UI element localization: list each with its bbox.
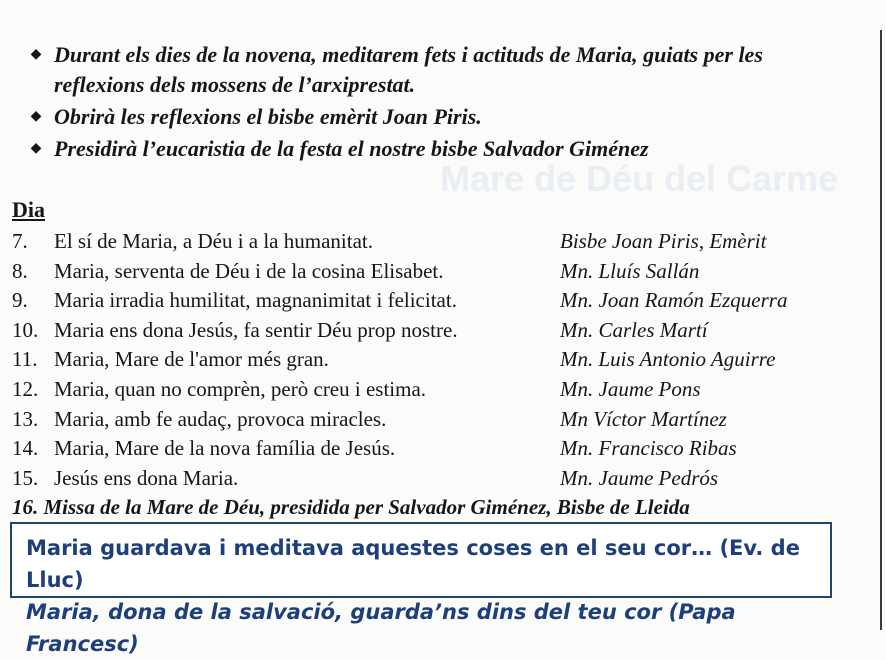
reflection-title: Maria, Mare de l'amor més gran. (54, 347, 329, 372)
bullet-item (18, 102, 858, 132)
bullet-item (18, 134, 858, 164)
bullet-text: Presidirà l’eucaristia de la festa el nostre bisbe Salvador Giménez (54, 136, 649, 161)
day-number: 14. (12, 436, 39, 461)
day-number: 15. (12, 465, 39, 490)
schedule-row (12, 405, 872, 435)
schedule-row (12, 257, 872, 287)
schedule-row (12, 227, 872, 257)
day-number: 7. (12, 229, 28, 253)
day-number: 11. (12, 347, 38, 372)
speaker-name: Mn. Luis Antonio Aguirre (560, 347, 776, 372)
day-number: 13. (12, 406, 39, 431)
schedule-row (12, 286, 872, 316)
diamond-bullet-icon: ◆ (30, 47, 42, 62)
diamond-bullet-icon: ◆ (30, 141, 42, 156)
schedule-row (12, 434, 872, 464)
speaker-name: Mn. Carles Martí (560, 317, 708, 342)
quote-line-luke: Maria guardava i meditava aquestes coses en el seu cor… (Ev. de Lluc) (26, 536, 800, 592)
reflection-title: Jesús ens dona Maria. (54, 465, 239, 490)
speaker-name: Mn Víctor Martínez (560, 406, 727, 431)
schedule-row (12, 345, 872, 375)
page-edge-line (880, 30, 882, 630)
day-number: 12. (12, 376, 39, 401)
bullet-item (18, 40, 858, 100)
reflection-title: Maria, serventa de Déu i de la cosina Elisabet. (54, 258, 444, 283)
reflection-title: Maria irradia humilitat, magnanimitat i felicitat. (54, 288, 457, 313)
speaker-name: Bisbe Joan Piris, Emèrit (560, 229, 767, 253)
schedule-heading: Dia (12, 197, 45, 222)
schedule-row (12, 316, 872, 346)
day-number: 9. (12, 288, 28, 313)
background-heading: Mare de Déu del Carme (440, 158, 839, 199)
speaker-name: Mn. Jaume Pedrós (560, 465, 719, 490)
reflection-title: Maria, amb fe audaç, provoca miracles. (54, 406, 387, 431)
reflection-title: Maria, Mare de la nova família de Jesús. (54, 436, 396, 461)
reflection-title: El sí de Maria, a Déu i a la humanitat. (54, 229, 373, 253)
speaker-name: Mn. Joan Ramón Ezquerra (560, 288, 788, 313)
speaker-name: Mn. Lluís Sallán (560, 258, 700, 283)
quote-line-pope: Maria, dona de la salvació, guarda’ns dins del teu cor (Papa Francesc) (26, 600, 736, 656)
bullet-text: Durant els dies de la novena, meditarem fets i actituds de Maria, guiats per les reflexions dels mossens de l’arxiprestat. (54, 42, 763, 97)
schedule-row (12, 375, 872, 405)
schedule-list (12, 227, 872, 523)
feast-mass-row: 16. Missa de la Mare de Déu, presidida per Salvador Giménez, Bisbe de Lleida (12, 495, 690, 520)
day-number: 10. (12, 317, 39, 342)
reflection-title: Maria ens dona Jesús, fa sentir Déu prop nostre. (54, 317, 458, 342)
day-number: 8. (12, 258, 28, 283)
diamond-bullet-icon: ◆ (30, 109, 42, 124)
reflection-title: Maria, quan no comprèn, però creu i estima. (54, 376, 427, 401)
bullet-text: Obrirà les reflexions el bisbe emèrit Joan Piris. (54, 104, 482, 129)
intro-bullets (18, 40, 858, 166)
schedule-row (12, 464, 872, 494)
speaker-name: Mn. Francisco Ribas (560, 436, 737, 461)
speaker-name: Mn. Jaume Pons (560, 376, 701, 401)
quote-box (10, 522, 832, 656)
